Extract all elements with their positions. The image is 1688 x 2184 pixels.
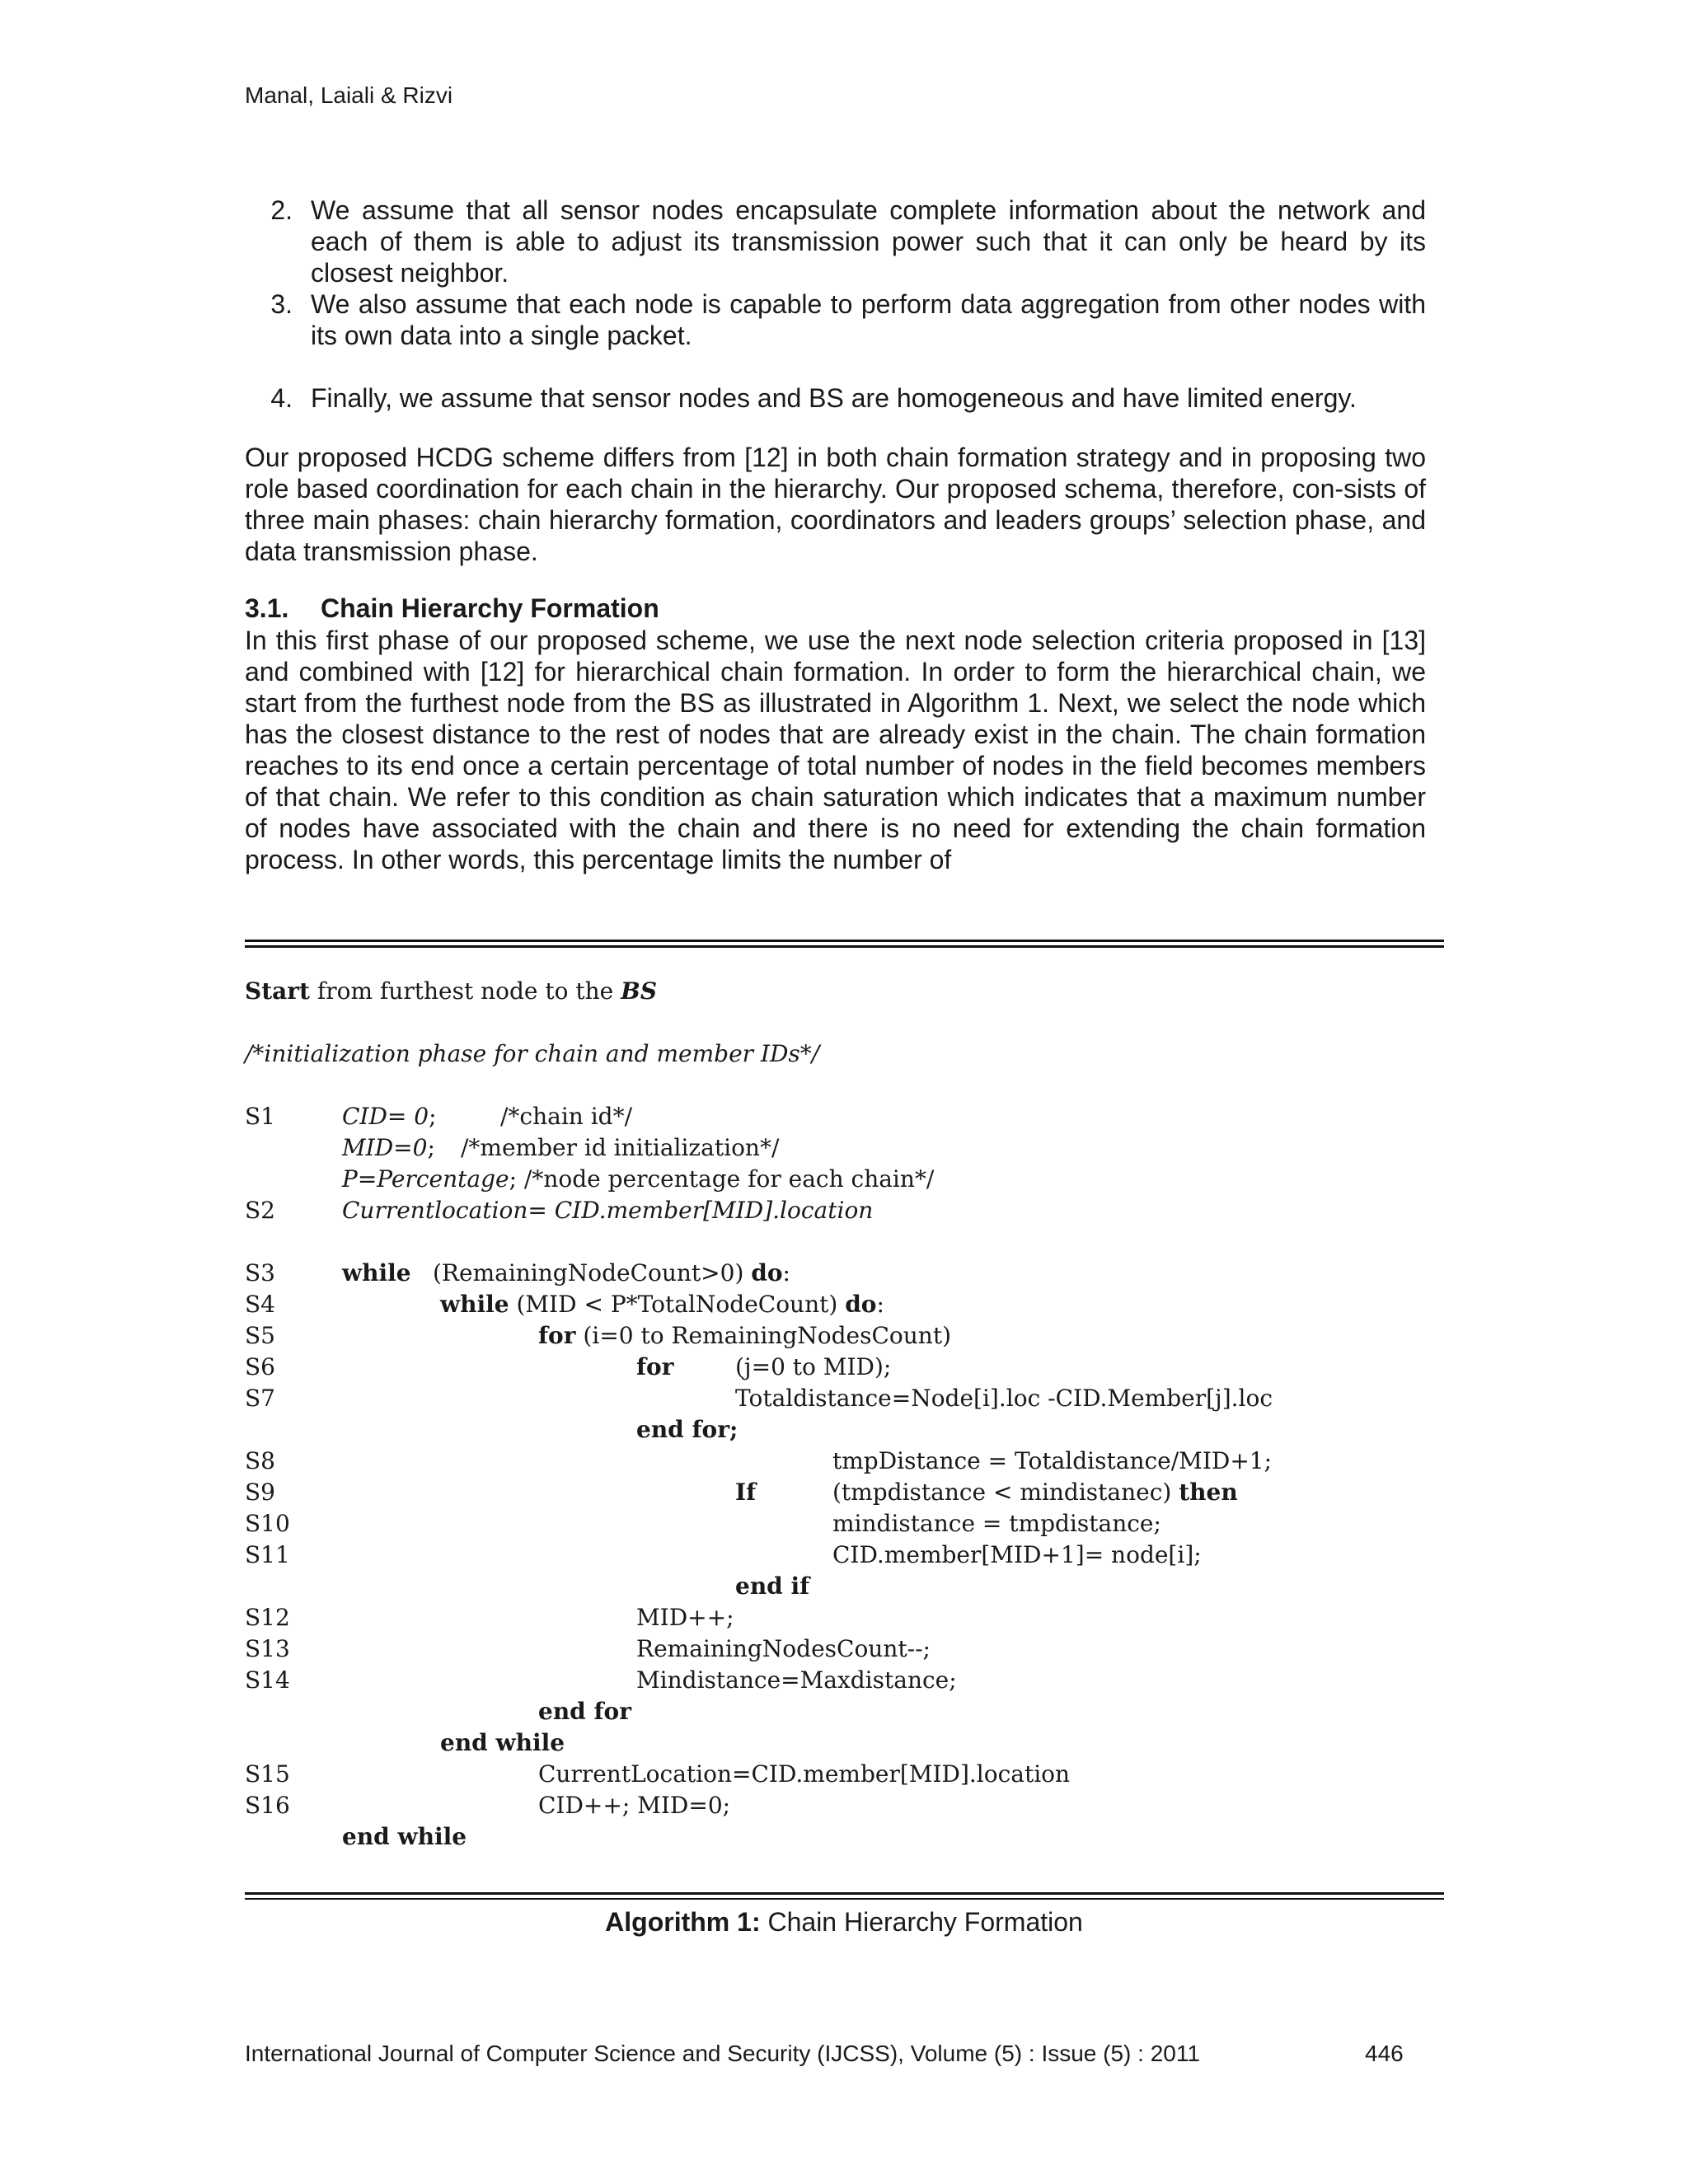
algo-line-p: [245, 1164, 1444, 1195]
code-text: mindistance = tmpdistance;: [832, 1510, 1161, 1537]
algorithm-top-rule: [245, 945, 1444, 948]
keyword: end while: [440, 1729, 565, 1756]
algo-line-s1: [245, 1101, 1444, 1132]
comment-text: /*member id initialization*/: [461, 1134, 780, 1161]
running-header: Manal, Laiali & Rizvi: [245, 82, 453, 108]
step-label: S1: [245, 1103, 275, 1130]
code-text: (RemainingNodeCount>0): [433, 1259, 752, 1286]
keyword: Start: [245, 977, 310, 1005]
algo-line-s16: [245, 1790, 1444, 1821]
algo-line-s4: [245, 1289, 1444, 1320]
list-number: 2.: [270, 195, 293, 225]
code-text: (MID < P*TotalNodeCount): [509, 1291, 846, 1318]
list-text: We assume that all sensor nodes encapsulate complete information about the network and each of them is able to adjust its transmission power such that it can only be heard by its closest neighbor.: [311, 195, 1426, 288]
step-label: S11: [245, 1541, 290, 1568]
code-text: from furthest node to the: [309, 977, 621, 1005]
algo-line-s10: [245, 1508, 1444, 1540]
algo-line-endif: [245, 1571, 1444, 1602]
step-label: S9: [245, 1479, 275, 1506]
step-label: S6: [245, 1353, 275, 1380]
comment-text: /*chain id*/: [500, 1103, 633, 1130]
page-number: 446: [1365, 2041, 1404, 2066]
list-text: We also assume that each node is capable to perform data aggregation from other nodes with its own data into a single packet.: [311, 289, 1426, 350]
algo-line-s6: [245, 1352, 1444, 1383]
code-text: Totaldistance=Node[i].loc -CID.Member[j].loc: [735, 1385, 1273, 1412]
algo-line-s2: [245, 1195, 1444, 1226]
algo-line-s7: [245, 1383, 1444, 1414]
comment-text: /*node percentage for each chain*/: [517, 1165, 935, 1193]
code-text: Mindistance=Maxdistance;: [636, 1666, 957, 1694]
algo-line-s14: [245, 1665, 1444, 1696]
code-text: P=Percentage: [342, 1165, 509, 1193]
algorithm-caption: [0, 1907, 1688, 1938]
step-label: S3: [245, 1259, 275, 1286]
footer-journal: International Journal of Computer Science and Security (IJCSS), Volume (5) : Issue (5) : 2011: [245, 2041, 1200, 2066]
algo-line-endfor: [245, 1414, 1444, 1446]
keyword: for: [636, 1353, 674, 1380]
code-text: ;: [429, 1103, 437, 1130]
comment-text: /*initialization phase for chain and member IDs*/: [245, 1040, 820, 1067]
algo-line-start: [245, 976, 1444, 1007]
code-text: MID=0: [342, 1134, 428, 1161]
algo-line-s8: [245, 1446, 1444, 1477]
list-item: [245, 288, 1426, 351]
algo-line-s5: [245, 1320, 1444, 1352]
code-text: ;: [509, 1165, 517, 1193]
list-number: 3.: [270, 289, 293, 319]
code-text: :: [782, 1259, 790, 1286]
algo-comment: [245, 1038, 1444, 1070]
algo-line-endwhile1: [245, 1727, 1444, 1759]
keyword: end for;: [636, 1416, 738, 1443]
assumption-list: [245, 194, 1426, 414]
code-text: CurrentLocation=CID.member[MID].location: [538, 1760, 1071, 1788]
keyword: BS: [621, 977, 658, 1005]
step-label: S15: [245, 1760, 290, 1788]
algorithm-bottom-rule: [245, 1898, 1444, 1900]
code-text: RemainingNodesCount--;: [636, 1635, 931, 1662]
step-label: S2: [245, 1197, 275, 1224]
caption-text: Chain Hierarchy Formation: [760, 1907, 1083, 1937]
step-label: S5: [245, 1322, 275, 1349]
algo-line-s12: [245, 1602, 1444, 1633]
algo-line-s3: [245, 1258, 1444, 1289]
code-text: :: [876, 1291, 884, 1318]
keyword: do: [751, 1259, 783, 1286]
algorithm-block: [245, 976, 1444, 1853]
list-number: 4.: [270, 383, 293, 413]
step-label: S13: [245, 1635, 290, 1662]
algo-line-s15: [245, 1759, 1444, 1790]
step-label: S8: [245, 1447, 275, 1474]
algo-line-endwhile2: [245, 1821, 1444, 1853]
step-label: S16: [245, 1792, 290, 1819]
section-title: Chain Hierarchy Formation: [321, 593, 659, 623]
code-text: ;: [427, 1134, 435, 1161]
algo-line-mid: [245, 1132, 1444, 1164]
caption-label: Algorithm 1:: [605, 1907, 761, 1937]
list-item: [245, 382, 1426, 414]
code-text: tmpDistance = Totaldistance/MID+1;: [832, 1447, 1273, 1474]
step-label: S7: [245, 1385, 275, 1412]
keyword: If: [735, 1479, 757, 1506]
algo-line-s11: [245, 1540, 1444, 1571]
step-label: S14: [245, 1666, 290, 1694]
intro-paragraph: Our proposed HCDG scheme differs from [12] in both chain formation strategy and in proposing two role based coordination for each chain in the hierarchy. Our proposed schema, therefore, con-sists of three main phases: chain hierarchy formation, coordinators and leaders groups’ selection phase, and data transmission phase.: [245, 443, 1426, 566]
keyword: then: [1179, 1479, 1238, 1506]
section-paragraph: In this first phase of our proposed scheme, we use the next node selection criteria proposed in [13] and combined with [12] for hierarchical chain formation. In order to form the hierarchical chain, we start from the furthest node from the BS as illustrated in Algorithm 1. Next, we select the node which has the closest distance to the rest of nodes that are already exist in the chain. The chain formation reaches to its end once a certain percentage of total number of nodes in the field becomes members of that chain. We refer to this condition as chain saturation which indicates that a maximum number of nodes have associated with the chain and there is no need for extending the chain formation process. In other words, this percentage limits the number of: [245, 626, 1426, 874]
keyword: for: [538, 1322, 576, 1349]
keyword: do: [845, 1291, 877, 1318]
list-item: [245, 194, 1426, 288]
code-text: CID.member[MID+1]= node[i];: [832, 1541, 1202, 1568]
algorithm-top-rule: [245, 940, 1444, 942]
keyword: while: [440, 1291, 509, 1318]
keyword: end if: [735, 1572, 810, 1600]
keyword: end while: [342, 1823, 467, 1850]
code-text: (j=0 to MID);: [735, 1353, 892, 1380]
list-text: Finally, we assume that sensor nodes and BS are homogeneous and have limited energy.: [311, 383, 1357, 413]
algo-line-endfor2: [245, 1696, 1444, 1727]
section-number: 3.1.: [245, 593, 289, 623]
code-text: MID++;: [636, 1604, 734, 1631]
keyword: while: [342, 1259, 411, 1286]
step-label: S10: [245, 1510, 290, 1537]
step-label: S4: [245, 1291, 275, 1318]
section-heading: [245, 593, 659, 624]
algo-line-s13: [245, 1633, 1444, 1665]
algo-line-s9: [245, 1477, 1444, 1508]
step-label: S12: [245, 1604, 290, 1631]
keyword: end for: [538, 1698, 631, 1725]
code-text: CID= 0: [342, 1103, 429, 1130]
algorithm-bottom-rule: [245, 1892, 1444, 1895]
code-text: (tmpdistance < mindistanec): [832, 1479, 1179, 1506]
code-text: Currentlocation= CID.member[MID].location: [342, 1197, 874, 1224]
code-text: (i=0 to RemainingNodesCount): [575, 1322, 951, 1349]
code-text: CID++; MID=0;: [538, 1792, 731, 1819]
